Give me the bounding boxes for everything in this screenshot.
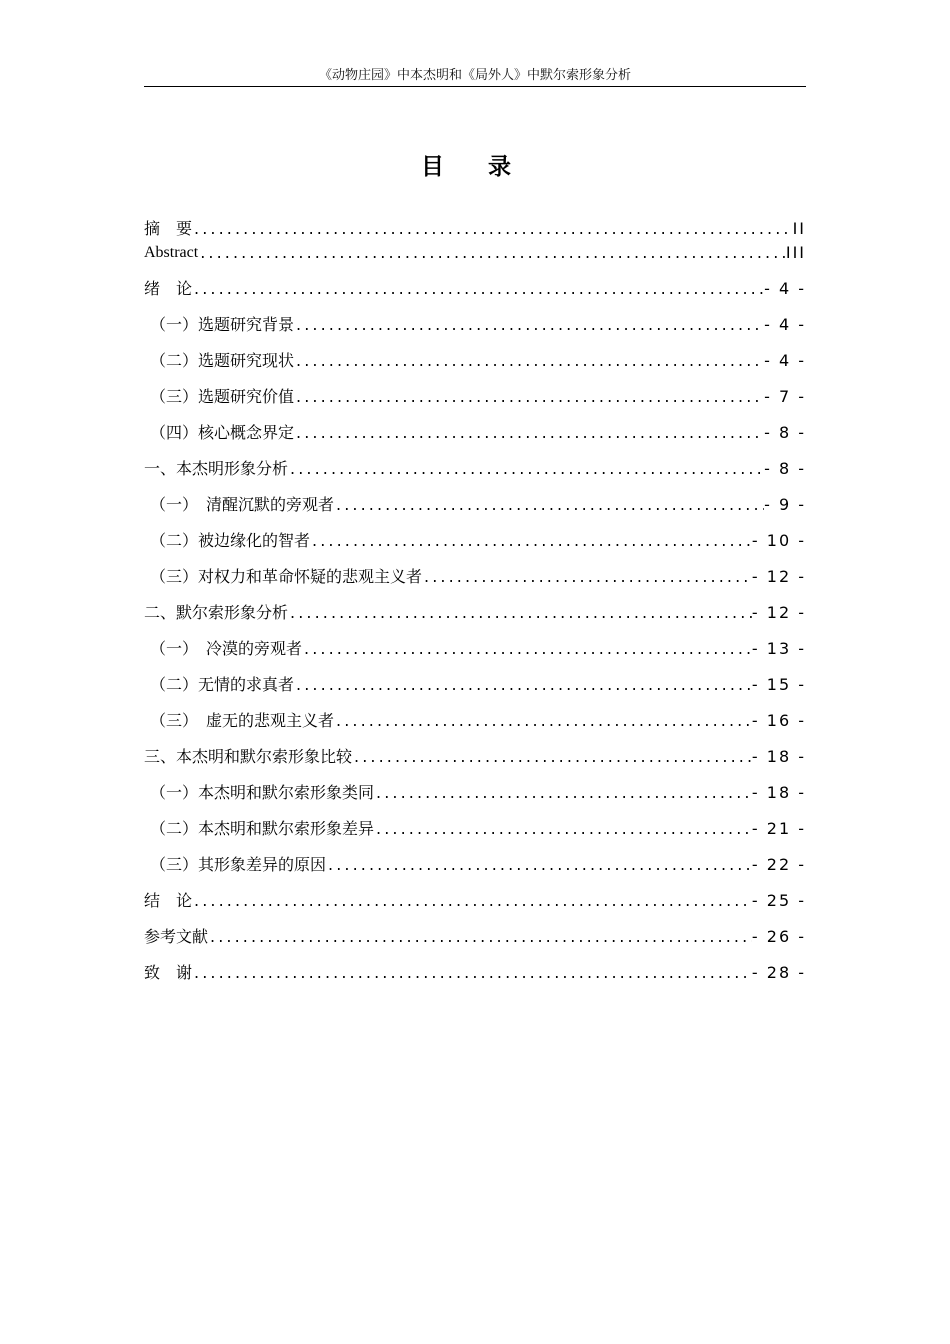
toc-entry-page: - 9 - <box>764 495 806 514</box>
toc-entry-page: - 4 - <box>764 279 806 298</box>
toc-entry-label: （三）选题研究价值 <box>150 387 295 406</box>
leader-dots <box>294 422 764 444</box>
toc-entry-label: 三、本杰明和默尔索形象比较 <box>144 747 353 766</box>
toc-entry-page: III <box>785 243 806 262</box>
leader-dots <box>192 278 764 300</box>
toc-entry-page: - 18 - <box>751 747 806 766</box>
toc-entry-page: - 15 - <box>751 675 806 694</box>
toc-entry[interactable] <box>144 552 806 588</box>
table-of-contents <box>144 216 806 984</box>
toc-entry-acknowledgements[interactable] <box>144 948 806 984</box>
toc-entry-page: - 21 - <box>751 819 806 838</box>
toc-entry-label: 结 论 <box>144 891 193 910</box>
leader-dots <box>294 386 764 408</box>
toc-entry[interactable] <box>144 336 806 372</box>
leader-dots <box>208 926 752 948</box>
toc-entry-abstract-cn[interactable] <box>144 216 806 240</box>
toc-entry-page: - 8 - <box>764 459 806 478</box>
toc-entry-page: - 4 - <box>764 351 806 370</box>
toc-entry-label: （二）无情的求真者 <box>150 675 295 694</box>
toc-entry-label: 参考文献 <box>144 927 209 946</box>
toc-entry-abstract-en[interactable] <box>144 240 806 264</box>
toc-entry-label: （三）其形象差异的原因 <box>150 855 327 874</box>
leader-dots <box>294 350 764 372</box>
leader-dots <box>326 854 752 876</box>
toc-entry-label: （四）核心概念界定 <box>150 423 295 442</box>
leader-dots <box>294 674 752 696</box>
toc-entry-page: - 10 - <box>751 531 806 550</box>
toc-entry-page: - 18 - <box>751 783 806 802</box>
toc-entry-chapter-3[interactable] <box>144 732 806 768</box>
toc-entry-page: - 7 - <box>764 387 806 406</box>
leader-dots <box>302 638 752 660</box>
leader-dots <box>374 818 752 840</box>
toc-entry-label: 二、默尔索形象分析 <box>144 603 289 622</box>
toc-entry[interactable] <box>144 480 806 516</box>
leader-dots <box>374 782 752 804</box>
toc-entry-chapter-2[interactable] <box>144 588 806 624</box>
leader-dots <box>310 530 752 552</box>
toc-entry-page: - 28 - <box>751 963 806 982</box>
toc-entry-page: - 12 - <box>751 567 806 586</box>
leader-dots <box>192 218 793 240</box>
leader-dots <box>334 494 764 516</box>
leader-dots <box>192 962 752 984</box>
toc-entry-label: 摘 要 <box>144 219 193 238</box>
toc-entry[interactable] <box>144 372 806 408</box>
toc-entry-label: （二）被边缘化的智者 <box>150 531 311 550</box>
toc-entry-page: II <box>792 219 806 238</box>
leader-dots <box>288 602 752 624</box>
toc-entry-label: （一）本杰明和默尔索形象类同 <box>150 783 375 802</box>
toc-entry[interactable] <box>144 840 806 876</box>
toc-entry-label: （一） 清醒沉默的旁观者 <box>150 495 335 514</box>
toc-entry-page: - 8 - <box>764 423 806 442</box>
toc-entry-page: - 12 - <box>751 603 806 622</box>
toc-entry-label: （三）对权力和革命怀疑的悲观主义者 <box>150 567 423 586</box>
toc-entry-label: 一、本杰明形象分析 <box>144 459 289 478</box>
toc-entry-label: （三） 虚无的悲观主义者 <box>150 711 335 730</box>
toc-entry-page: - 16 - <box>751 711 806 730</box>
toc-entry-label: 致 谢 <box>144 963 193 982</box>
header-divider <box>144 86 806 87</box>
toc-entry[interactable] <box>144 624 806 660</box>
toc-entry[interactable] <box>144 696 806 732</box>
toc-entry-introduction[interactable] <box>144 264 806 300</box>
toc-entry[interactable] <box>144 768 806 804</box>
leader-dots <box>334 710 752 732</box>
leader-dots <box>192 890 752 912</box>
page-title: 目 录 <box>420 154 529 180</box>
leader-dots <box>288 458 764 480</box>
toc-entry[interactable] <box>144 804 806 840</box>
toc-entry[interactable] <box>144 300 806 336</box>
toc-entry-references[interactable] <box>144 912 806 948</box>
leader-dots <box>294 314 764 336</box>
toc-entry-page: - 22 - <box>751 855 806 874</box>
toc-entry-label: （二）本杰明和默尔索形象差异 <box>150 819 375 838</box>
toc-entry-label: 绪 论 <box>144 279 193 298</box>
toc-entry-label: （二）选题研究现状 <box>150 351 295 370</box>
toc-entry-page: - 25 - <box>751 891 806 910</box>
toc-entry[interactable] <box>144 516 806 552</box>
leader-dots <box>198 242 786 264</box>
toc-entry-label: （一） 冷漠的旁观者 <box>150 639 303 658</box>
toc-entry-page: - 4 - <box>764 315 806 334</box>
toc-entry[interactable] <box>144 408 806 444</box>
toc-entry-chapter-1[interactable] <box>144 444 806 480</box>
toc-entry-page: - 13 - <box>751 639 806 658</box>
toc-entry-label: Abstract <box>144 244 199 261</box>
leader-dots <box>352 746 752 768</box>
running-header: 《动物庄园》中本杰明和《局外人》中默尔索形象分析 <box>318 68 631 83</box>
toc-entry-conclusion[interactable] <box>144 876 806 912</box>
toc-entry-page: - 26 - <box>751 927 806 946</box>
leader-dots <box>422 566 752 588</box>
toc-entry-label: （一）选题研究背景 <box>150 315 295 334</box>
toc-entry[interactable] <box>144 660 806 696</box>
